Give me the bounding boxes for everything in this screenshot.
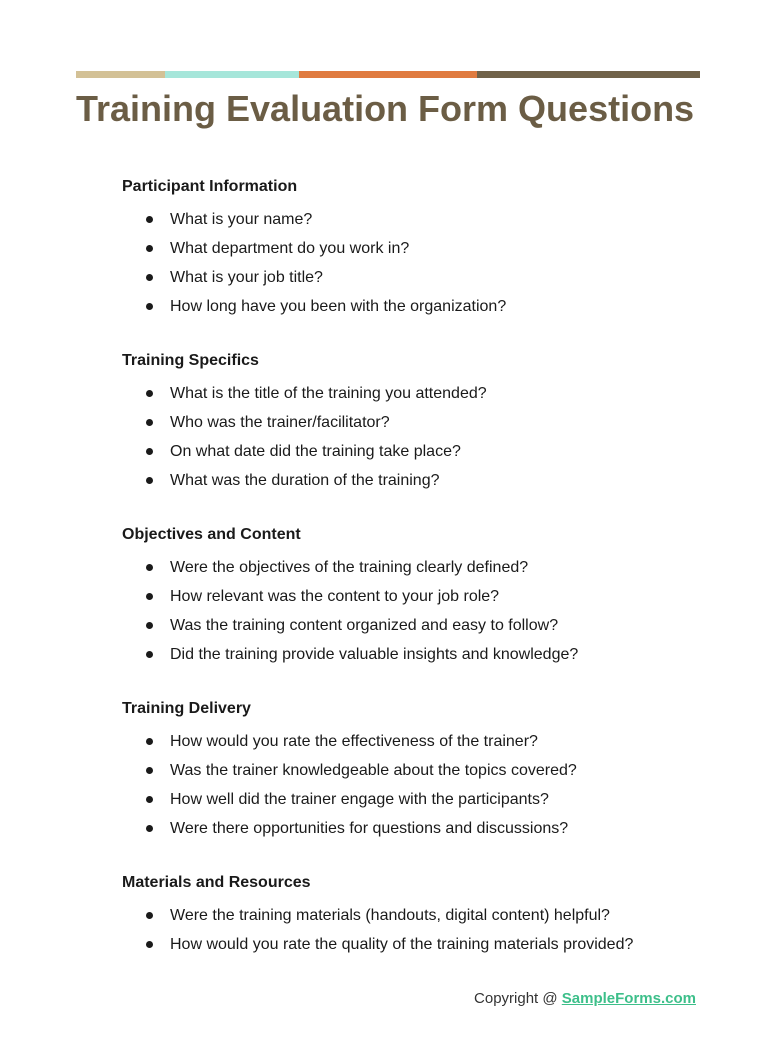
bullet-icon: [146, 941, 153, 948]
bullet-icon: [146, 564, 153, 571]
form-section: [122, 350, 722, 495]
question-item: [122, 582, 722, 611]
question-list: [122, 727, 722, 843]
question-item: [122, 466, 722, 495]
question-text: How would you rate the effectiveness of the trainer?: [170, 733, 538, 750]
question-item: [122, 234, 722, 263]
bullet-icon: [146, 390, 153, 397]
question-item: [122, 292, 722, 321]
question-item: [122, 553, 722, 582]
bullet-icon: [146, 303, 153, 310]
question-list: [122, 205, 722, 321]
color-bar-segment: [477, 71, 700, 78]
question-text: How well did the trainer engage with the participants?: [170, 791, 549, 808]
footer-copyright: [474, 988, 696, 1010]
bullet-icon: [146, 419, 153, 426]
question-item: [122, 727, 722, 756]
question-text: What is your name?: [170, 211, 313, 228]
form-section: [122, 872, 722, 959]
question-item: [122, 785, 722, 814]
section-heading: Training Delivery: [122, 700, 251, 717]
question-list: [122, 553, 722, 669]
bullet-icon: [146, 477, 153, 484]
form-section: [122, 524, 722, 669]
question-item: [122, 437, 722, 466]
form-section: [122, 698, 722, 843]
question-item: [122, 379, 722, 408]
section-heading: Objectives and Content: [122, 526, 301, 543]
question-item: [122, 408, 722, 437]
color-bar-segment: [165, 71, 299, 78]
section-heading: Training Specifics: [122, 352, 259, 369]
color-bar-segment: [76, 71, 165, 78]
question-item: [122, 263, 722, 292]
question-list: [122, 901, 722, 959]
question-item: [122, 611, 722, 640]
bullet-icon: [146, 796, 153, 803]
question-list: [122, 379, 722, 495]
question-text: Were the training materials (handouts, digital content) helpful?: [170, 907, 610, 924]
copyright-text: Copyright @: [474, 990, 562, 1007]
bullet-icon: [146, 738, 153, 745]
question-text: What is your job title?: [170, 269, 323, 286]
color-bar-segment: [299, 71, 477, 78]
question-text: What department do you work in?: [170, 240, 410, 257]
brand-link[interactable]: SampleForms.com: [561, 990, 696, 1007]
bullet-icon: [146, 767, 153, 774]
question-text: What was the duration of the training?: [170, 472, 440, 489]
question-sections: [122, 176, 722, 988]
question-text: Were there opportunities for questions and discussions?: [170, 820, 569, 837]
bullet-icon: [146, 245, 153, 252]
bullet-icon: [146, 912, 153, 919]
question-text: On what date did the training take place?: [170, 443, 461, 460]
bullet-icon: [146, 593, 153, 600]
question-item: [122, 814, 722, 843]
question-item: [122, 205, 722, 234]
bullet-icon: [146, 651, 153, 658]
bullet-icon: [146, 448, 153, 455]
section-heading: Materials and Resources: [122, 874, 311, 891]
bullet-icon: [146, 274, 153, 281]
question-text: Were the objectives of the training clearly defined?: [170, 559, 529, 576]
bullet-icon: [146, 622, 153, 629]
question-text: Was the training content organized and easy to follow?: [170, 617, 559, 634]
question-item: [122, 901, 722, 930]
question-item: [122, 640, 722, 669]
question-text: Did the training provide valuable insights and knowledge?: [170, 646, 579, 663]
question-text: What is the title of the training you attended?: [170, 385, 487, 402]
question-item: [122, 930, 722, 959]
bullet-icon: [146, 825, 153, 832]
question-text: Was the trainer knowledgeable about the topics covered?: [170, 762, 577, 779]
form-section: [122, 176, 722, 321]
question-text: Who was the trainer/facilitator?: [170, 414, 390, 431]
question-text: How would you rate the quality of the training materials provided?: [170, 936, 634, 953]
question-text: How relevant was the content to your job role?: [170, 588, 500, 605]
question-item: [122, 756, 722, 785]
decorative-color-bar: [76, 71, 700, 78]
bullet-icon: [146, 216, 153, 223]
page-title: Training Evaluation Form Questions: [76, 88, 695, 129]
question-text: How long have you been with the organization?: [170, 298, 507, 315]
section-heading: Participant Information: [122, 178, 298, 195]
